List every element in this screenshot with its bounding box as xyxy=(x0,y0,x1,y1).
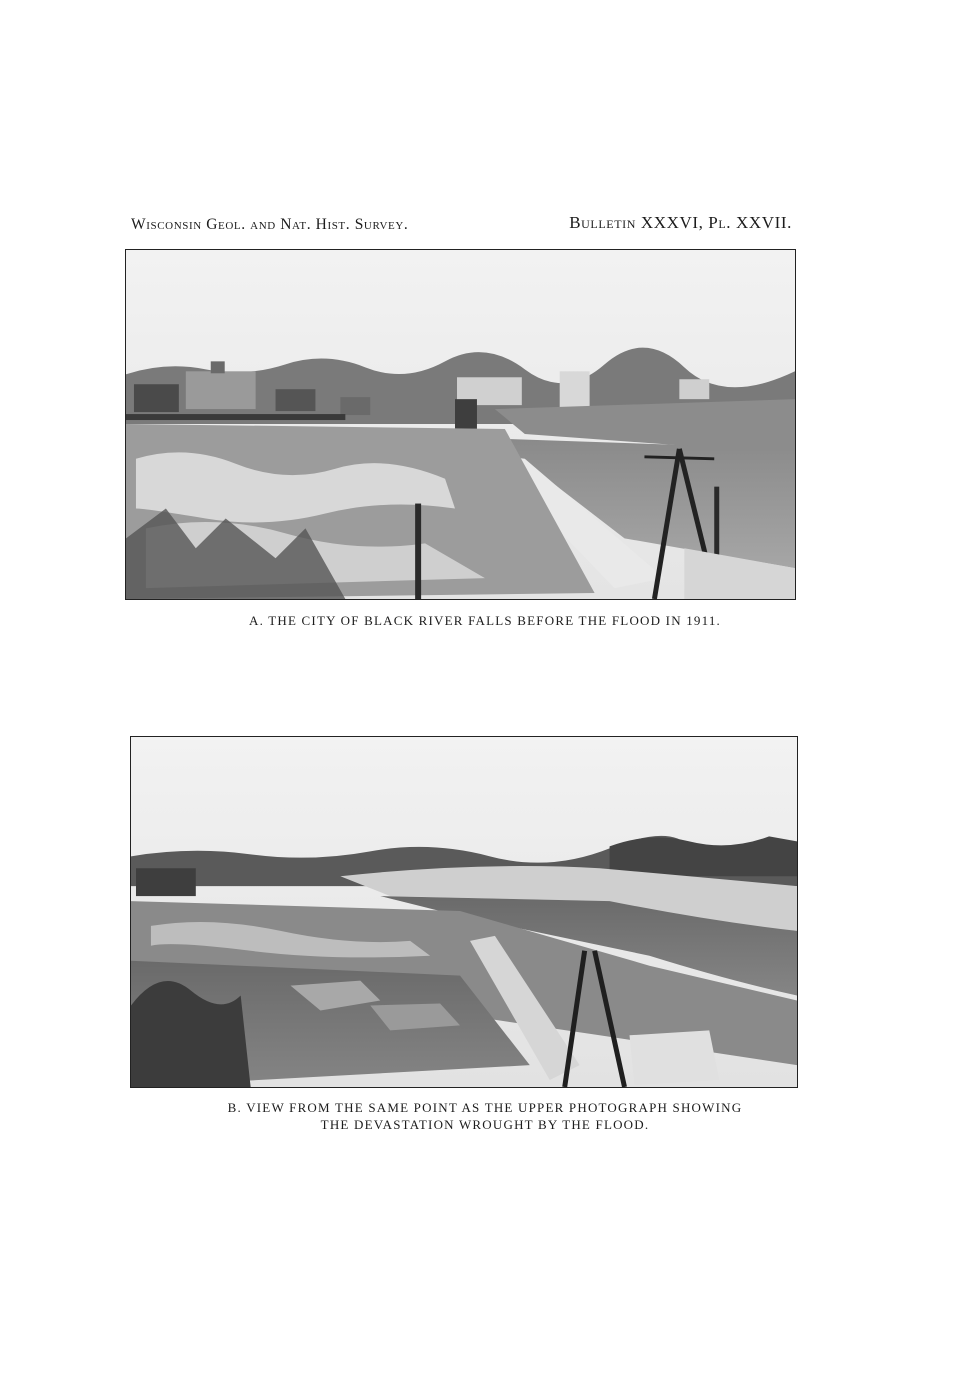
photo-a-image xyxy=(126,250,795,599)
caption-b xyxy=(100,1099,870,1133)
running-header-right: Bulletin XXXVI, Pl. XXVII. xyxy=(569,213,792,232)
caption-b-line1: B. VIEW FROM THE SAME POINT AS THE UPPER PHOTOGRAPH SHOWING xyxy=(227,1100,743,1115)
photo-b-after-flood xyxy=(130,736,798,1088)
caption-a: A. THE CITY OF BLACK RIVER FALLS BEFORE THE FLOOD IN 1911. xyxy=(248,613,721,628)
running-header-left: Wisconsin Geol. and Nat. Hist. Survey. xyxy=(131,216,409,233)
photo-a-city-before-flood xyxy=(125,249,796,600)
caption-b-line2: THE DEVASTATION WROUGHT BY THE FLOOD. xyxy=(320,1117,650,1132)
photo-b-image xyxy=(131,737,797,1087)
